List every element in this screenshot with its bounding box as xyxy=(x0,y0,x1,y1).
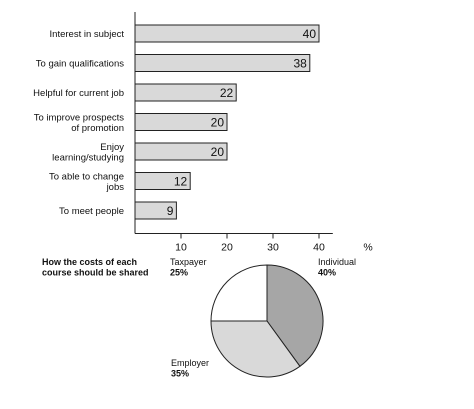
category-label: Enjoy xyxy=(100,141,124,153)
bar-value-label: 22 xyxy=(219,86,234,100)
bar-value-label: 38 xyxy=(293,56,307,71)
category-label: of promotion xyxy=(71,122,124,134)
x-axis-unit: % xyxy=(363,241,373,254)
x-tick-label: 20 xyxy=(221,241,233,254)
pie-slice-name: Employer xyxy=(171,358,210,368)
category-label: Interest in subject xyxy=(49,29,124,40)
pie-slice-percent: 25% xyxy=(170,267,189,278)
pie-slice-name: Taxpayer xyxy=(170,257,207,267)
pie-slice-percent: 35% xyxy=(171,368,190,379)
pie-slice-taxpayer xyxy=(211,265,267,321)
category-label: To gain qualifications xyxy=(35,58,124,70)
bar-value-label: 12 xyxy=(173,174,188,189)
bar-chart xyxy=(33,12,373,254)
bar-value-label: 40 xyxy=(302,27,316,41)
bar xyxy=(135,25,319,42)
category-label: jobs xyxy=(106,181,124,193)
category-label: To improve prospects xyxy=(33,112,124,124)
x-tick-label: 10 xyxy=(175,241,187,254)
pie-slice-percent: 40% xyxy=(318,267,337,278)
bar xyxy=(135,55,310,72)
pie-chart xyxy=(42,257,356,379)
category-label: learning/studying xyxy=(52,152,124,164)
x-tick-label: 40 xyxy=(313,241,325,254)
pie-slice-name: Individual xyxy=(318,257,357,267)
pie-title: How the costs of each xyxy=(42,257,138,267)
category-label: To meet people xyxy=(59,206,124,217)
bar-value-label: 9 xyxy=(166,204,174,218)
x-tick-label: 30 xyxy=(267,241,279,254)
pie-title: course should be shared xyxy=(42,267,149,278)
bar-value-label: 20 xyxy=(210,115,224,130)
category-label: To able to change xyxy=(48,171,124,183)
bar-value-label: 20 xyxy=(210,145,224,159)
category-label: Helpful for current job xyxy=(33,88,124,99)
